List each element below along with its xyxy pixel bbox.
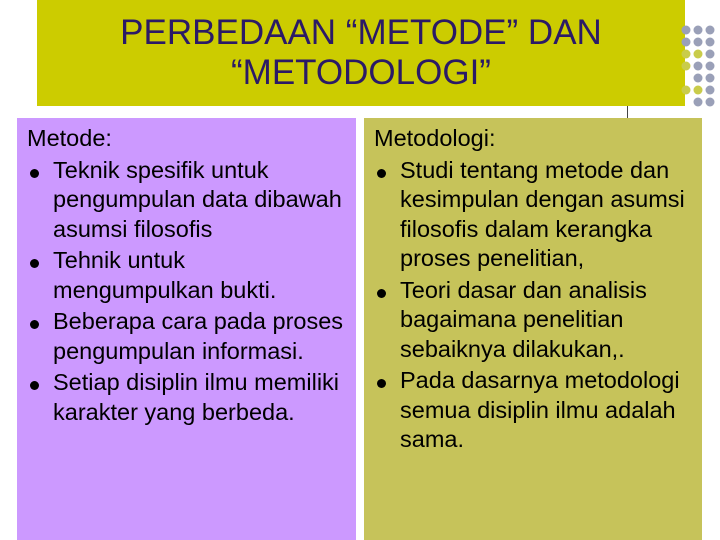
list-item-text: Studi tentang metode dan kesimpulan dengan asumsi filosofis dalam kerangka proses penelitian, xyxy=(400,156,685,271)
divider-line xyxy=(627,106,628,118)
metodologi-panel xyxy=(364,118,702,540)
metodologi-heading: Metodologi: xyxy=(374,125,496,151)
slide-title-line-1: PERBEDAAN “METODE” DAN xyxy=(120,13,602,52)
metode-panel xyxy=(17,118,356,540)
bullet-dot-icon xyxy=(377,379,386,388)
list-item-text: Teori dasar dan analisis bagaimana penelitian sebaiknya dilakukan,. xyxy=(400,276,647,362)
list-item-text: Teknik spesifik untuk pengumpulan data dibawah asumsi filosofis xyxy=(53,156,342,242)
bullet-dot-icon xyxy=(30,169,39,178)
list-item-text: Setiap disiplin ilmu memiliki karakter yang berbeda. xyxy=(53,369,340,425)
bullet-dot-icon xyxy=(377,169,386,178)
metode-list xyxy=(27,156,352,428)
list-item xyxy=(27,156,352,245)
list-item xyxy=(27,368,352,427)
list-item xyxy=(374,276,698,365)
list-item xyxy=(374,156,698,274)
bullet-dot-icon xyxy=(30,259,39,268)
bullet-dot-icon xyxy=(30,381,39,390)
list-item-text: Beberapa cara pada proses pengumpulan informasi. xyxy=(53,308,344,364)
list-item-text: Tehnik untuk mengumpulkan bukti. xyxy=(53,247,277,303)
bullet-dot-icon xyxy=(30,320,39,329)
dot-grid-icon xyxy=(624,14,720,110)
metodologi-list xyxy=(374,156,698,455)
list-item-text: Pada dasarnya metodologi semua disiplin ilmu adalah sama. xyxy=(400,367,680,452)
list-item xyxy=(374,366,698,455)
title-bar xyxy=(37,0,685,106)
bullet-dot-icon xyxy=(377,289,386,298)
list-item xyxy=(27,246,352,305)
slide-title-line-2: “METODOLOGI” xyxy=(231,53,491,92)
metode-heading: Metode: xyxy=(27,125,112,151)
list-item xyxy=(27,307,352,366)
